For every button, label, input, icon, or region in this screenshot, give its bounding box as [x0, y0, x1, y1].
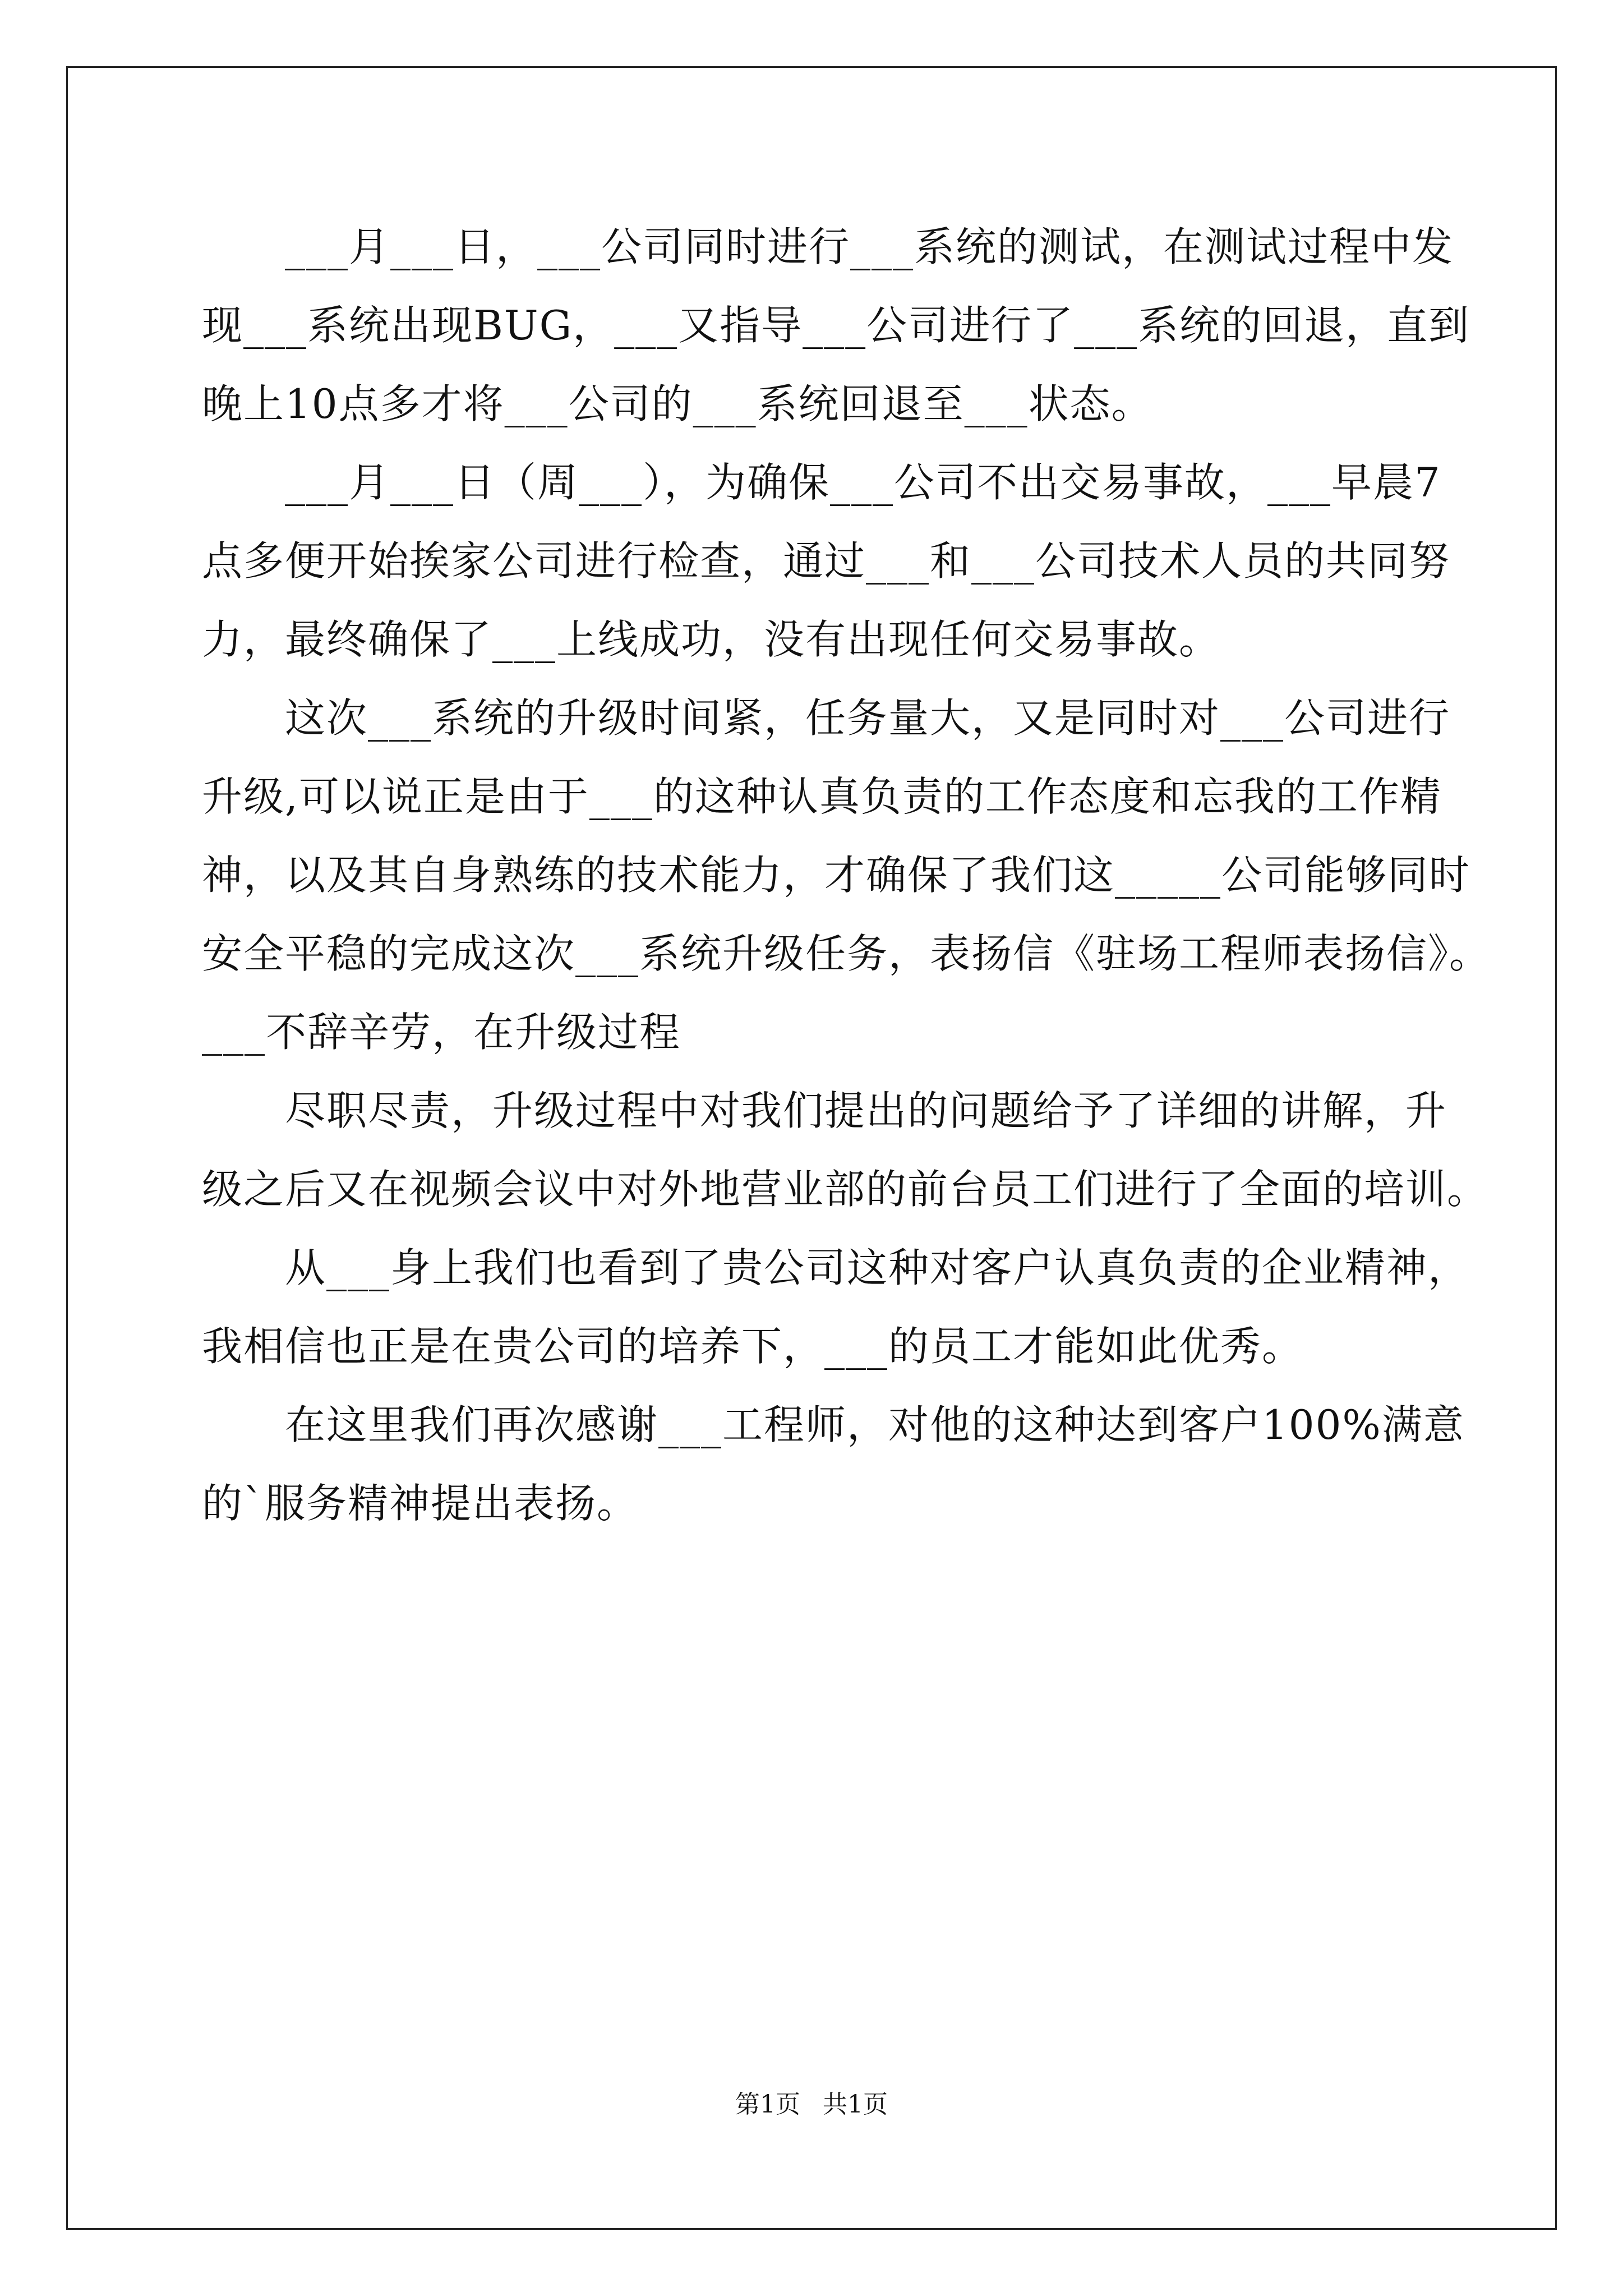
paragraph-5-line-2: 我相信也正是在贵公司的培养下，___的员工才能如此优秀。: [202, 1323, 1304, 1370]
document-body: [202, 220, 1491, 1530]
paragraph-3-line-5: ___不辞辛劳，在升级过程: [202, 1009, 681, 1056]
paragraph-1-line-2: 现___系统出现BUG，___又指导___公司进行了___系统的回退，直到: [202, 302, 1470, 349]
paragraph-4-line-1: 尽职尽责，升级过程中对我们提出的问题给予了详细的讲解，升: [285, 1087, 1447, 1134]
paragraph-2-line-1: ___月___日（周___），为确保___公司不出交易事故，___早晨7: [285, 459, 1441, 506]
paragraph-1-line-3: 晚上10点多才将___公司的___系统回退至___状态。: [202, 380, 1153, 427]
paragraph-2-line-3: 力，最终确保了___上线成功，没有出现任何交易事故。: [202, 616, 1221, 663]
page-footer: [0, 2088, 1623, 2122]
paragraph-5-line-1: 从___身上我们也看到了贵公司这种对客户认真负责的企业精神，: [285, 1244, 1470, 1291]
paragraph-3-line-1: 这次___系统的升级时间紧，任务量大，又是同时对___公司进行: [285, 694, 1451, 742]
page-number: 第1页: [735, 2090, 800, 2119]
paragraph-1-line-1: ___月___日，___公司同时进行___系统的测试，在测试过程中发: [285, 223, 1454, 270]
paragraph-3-line-3: 神，以及其自身熟练的技术能力，才确保了我们这_____公司能够同时: [202, 852, 1471, 899]
paragraph-3-line-4: 安全平稳的完成这次___系统升级任务，表扬信《驻场工程师表扬信》。: [202, 930, 1491, 977]
paragraph-6-line-1: 在这里我们再次感谢___工程师，对他的这种达到客户100%满意: [285, 1401, 1465, 1448]
page-total: 共1页: [823, 2090, 888, 2119]
paragraph-4-line-2: 级之后又在视频会议中对外地营业部的前台员工们进行了全面的培训。: [202, 1166, 1489, 1213]
paragraph-2-line-2: 点多便开始挨家公司进行检查，通过___和___公司技术人员的共同努: [202, 537, 1451, 585]
paragraph-6-line-2: 的`服务精神提出表扬。: [202, 1480, 639, 1527]
paragraph-3-line-2: 升级,可以说正是由于___的这种认真负责的工作态度和忘我的工作精: [202, 773, 1442, 820]
